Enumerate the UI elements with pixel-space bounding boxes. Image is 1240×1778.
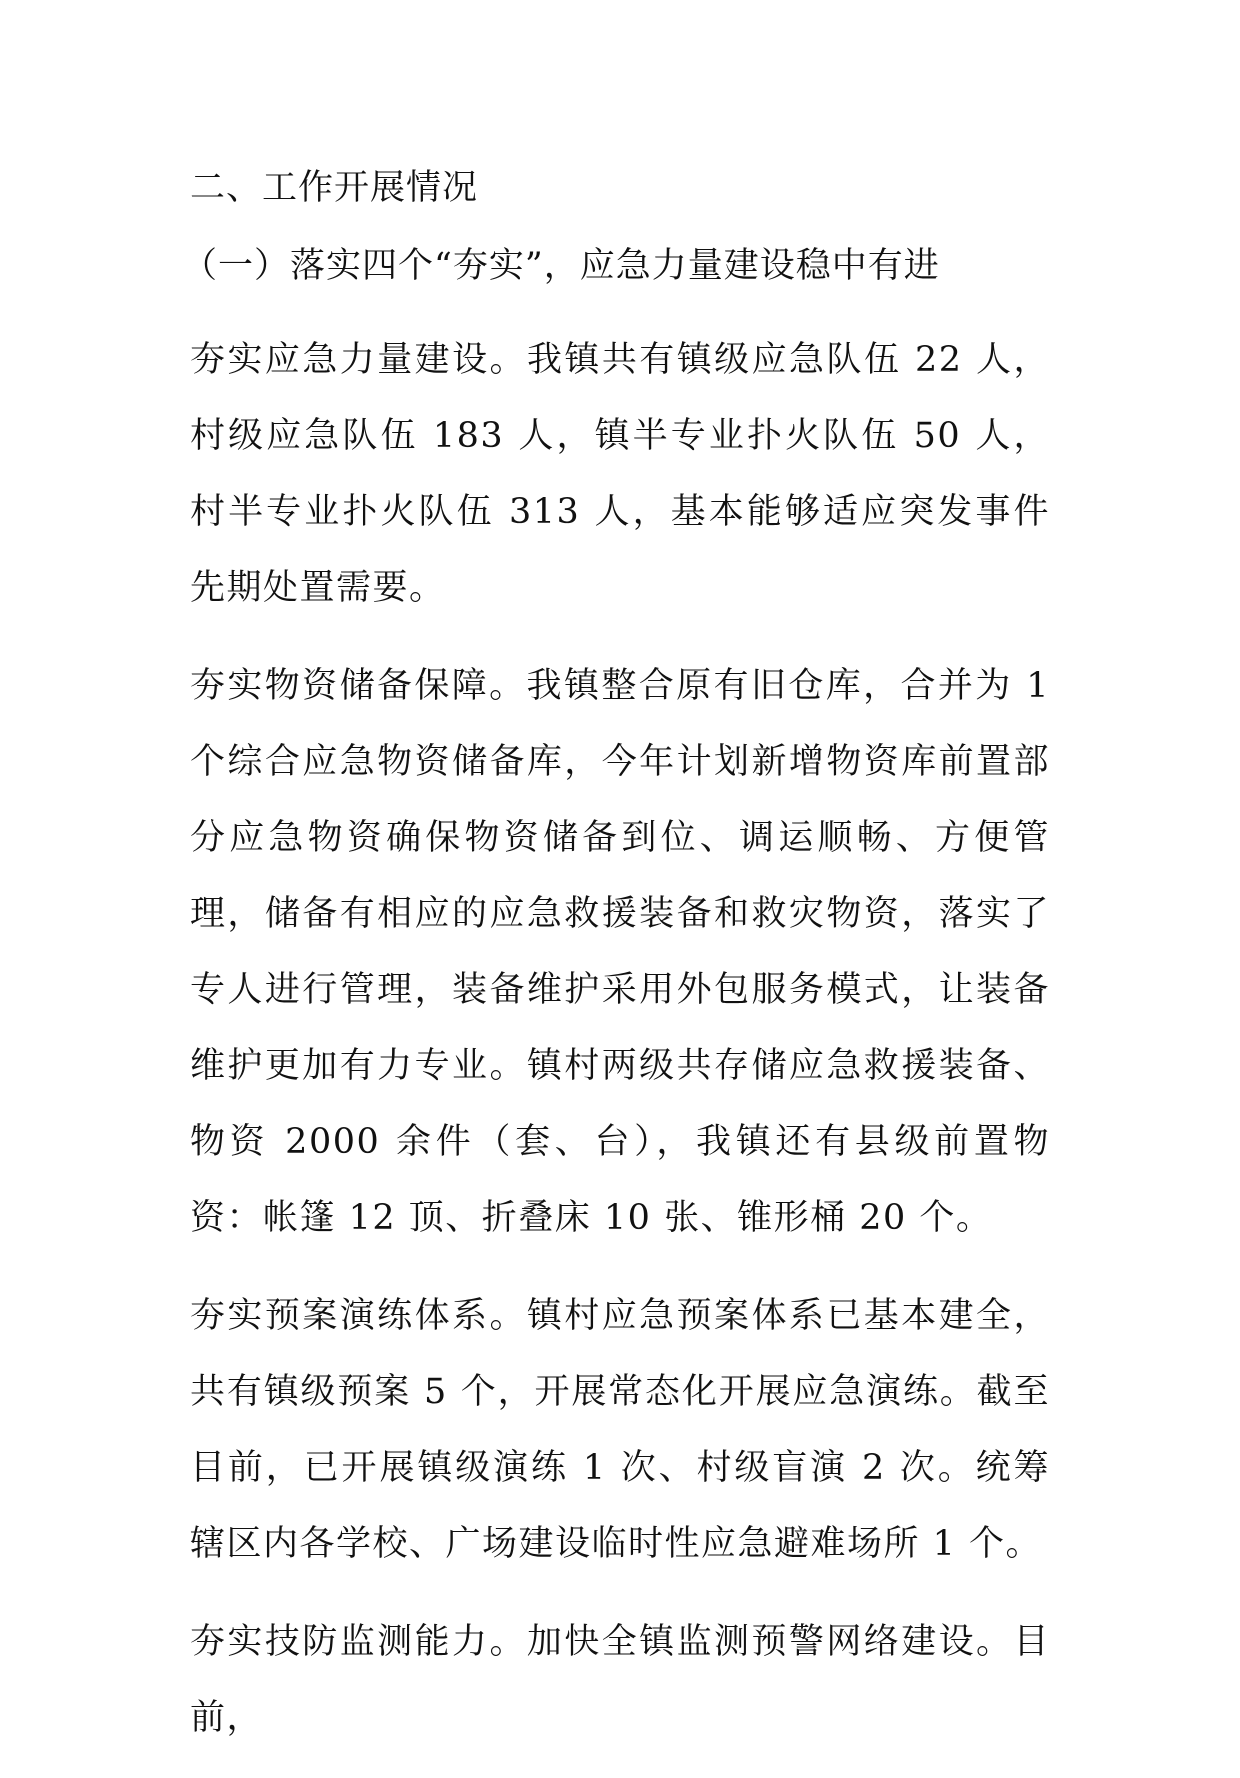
paragraph-emergency-teams: 夯实应急力量建设。我镇共有镇级应急队伍 22 人，村级应急队伍 183 人，镇半专业扑火队伍 50 人，村半专业扑火队伍 313 人，基本能够适应突发事件先期处置需要。 (190, 340, 1050, 608)
paragraph-material-reserves: 夯实物资储备保障。我镇整合原有旧仓库，合并为 1 个综合应急物资储备库，今年计划新增物资库前置部分应急物资确保物资储备到位、调运顺畅、方便管理，储备有相应的应急救援装备和救灾物资，落实了专人进行管理，装备维护采用外包服务模式，让装备维护更加有力专业。镇村两级共存储应急救援装备、物资 2000 余件（套、台），我镇还有县级前置物资：帐篷 12 顶、折叠床 10 张、锥形桶 20 个。 (190, 666, 1050, 1238)
document-body (182, 166, 1050, 1778)
section-heading: 二、工作开展情况 (190, 168, 479, 208)
subsection-heading: （一）落实四个“夯实”，应急力量建设稳中有进 (182, 246, 940, 286)
paragraph-monitoring: 夯实技防监测能力。加快全镇监测预警网络建设。目前， (190, 1622, 1050, 1738)
paragraph-plans-drills: 夯实预案演练体系。镇村应急预案体系已基本建全，共有镇级预案 5 个，开展常态化开展应急演练。截至目前，已开展镇级演练 1 次、村级盲演 2 次。统筹辖区内各学校、广场建设临时性应急避难场所 1 个。 (190, 1296, 1050, 1564)
